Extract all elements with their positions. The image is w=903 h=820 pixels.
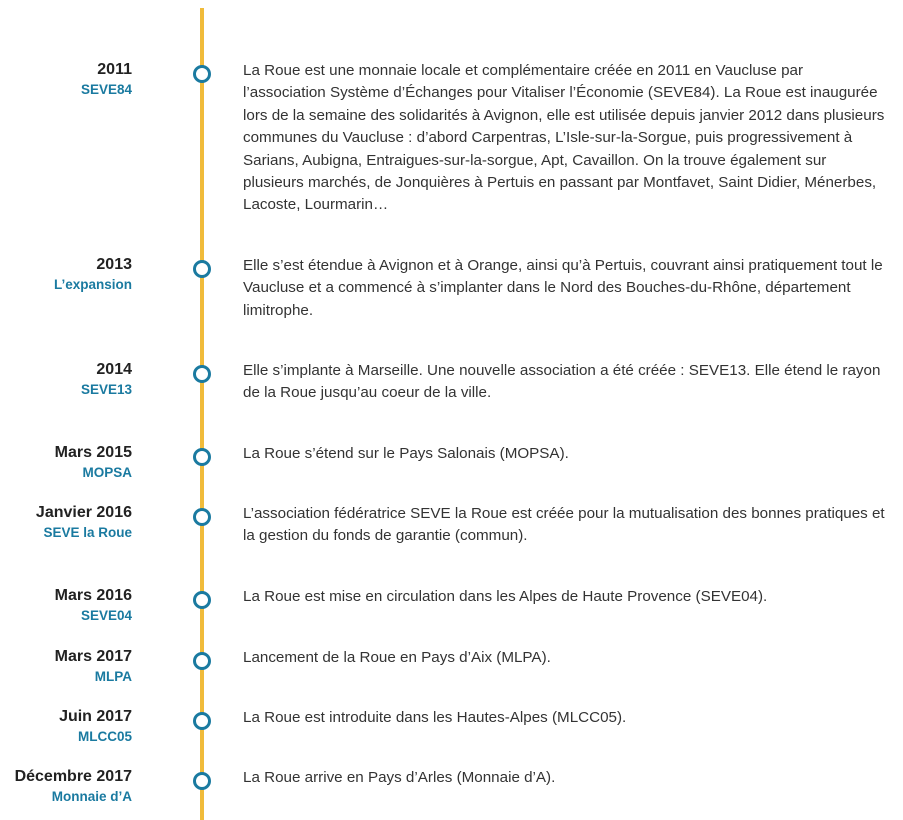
event-date: 2014: [96, 361, 132, 378]
event-meta: [0, 503, 132, 543]
timeline-dot-icon: [193, 260, 211, 278]
timeline-dot-icon: [193, 772, 211, 790]
event-meta: [0, 60, 132, 100]
timeline-line: [200, 8, 204, 820]
event-meta: [0, 443, 132, 483]
event-date: Mars 2017: [54, 648, 132, 665]
event-tag: SEVE13: [80, 382, 132, 397]
event-description: Lancement de la Roue en Pays d’Aix (MLPA).: [243, 649, 551, 666]
event-description: La Roue est mise en circulation dans les Alpes de Haute Provence (SEVE04).: [243, 588, 768, 605]
timeline-dot-icon: [193, 712, 211, 730]
event-description: Elle s’est étendue à Avignon et à Orange, ainsi qu’à Pertuis, couvrant ainsi pratiquement tout le Vaucluse et a commencé à s’implanter dans le Nord des Bouches-du-Rhône, département limitrophe.: [243, 257, 883, 319]
event-description: La Roue est introduite dans les Hautes-Alpes (MLCC05).: [243, 709, 627, 726]
event-tag: L’expansion: [53, 277, 132, 292]
event-description: La Roue est une monnaie locale et complémentaire créée en 2011 en Vaucluse par l’association Système d’Échanges pour Vitaliser l’Économie (SEVE84). La Roue est inaugurée lors de la semaine des solidarités à Avignon, elle est utilisée depuis janvier 2012 dans plusieurs communes du Vaucluse : d’abord Carpentras, L’Isle-sur-la-Sorgue, puis progressivement à Sarians, Aubigna, Entraigues-sur-la-sorgue, Apt, Cavaillon. On la trouve également sur plusieurs marchés, de Jonquières à Pertuis en passant par Montfavet, Saint Didier, Ménerbes, Lacoste, Lourmarin…: [243, 62, 885, 214]
event-meta: [0, 707, 132, 747]
event-tag: SEVE04: [80, 608, 132, 623]
timeline-dot-icon: [193, 652, 211, 670]
timeline-dot-icon: [193, 508, 211, 526]
event-date: Mars 2016: [54, 587, 132, 604]
event-date: Décembre 2017: [14, 768, 132, 785]
event-description: La Roue s’étend sur le Pays Salonais (MOPSA).: [243, 445, 569, 462]
event-date: 2011: [97, 61, 132, 78]
event-description: La Roue arrive en Pays d’Arles (Monnaie d’A).: [243, 769, 556, 786]
event-tag: SEVE84: [80, 82, 132, 97]
event-date: 2013: [96, 256, 132, 273]
event-meta: [0, 255, 132, 295]
timeline-dot-icon: [193, 365, 211, 383]
event-description: L’association fédératrice SEVE la Roue est créée pour la mutualisation des bonnes pratiques et la gestion du fonds de garantie (commun).: [243, 505, 885, 545]
event-date: Mars 2015: [54, 444, 132, 461]
timeline-dot-icon: [193, 65, 211, 83]
event-date: Juin 2017: [59, 708, 132, 725]
event-date: Janvier 2016: [35, 504, 132, 521]
event-tag: Monnaie d’A: [51, 789, 132, 804]
event-meta: [0, 360, 132, 400]
timeline-dot-icon: [193, 448, 211, 466]
event-meta: [0, 647, 132, 687]
event-tag: SEVE la Roue: [43, 525, 132, 540]
event-tag: MOPSA: [82, 465, 132, 480]
event-tag: MLPA: [94, 669, 132, 684]
event-meta: [0, 586, 132, 626]
event-meta: [0, 767, 132, 807]
timeline-dot-icon: [193, 591, 211, 609]
event-tag: MLCC05: [77, 729, 132, 744]
event-description: Elle s’implante à Marseille. Une nouvelle association a été créée : SEVE13. Elle étend le rayon de la Roue jusqu’au coeur de la ville.: [243, 362, 881, 402]
